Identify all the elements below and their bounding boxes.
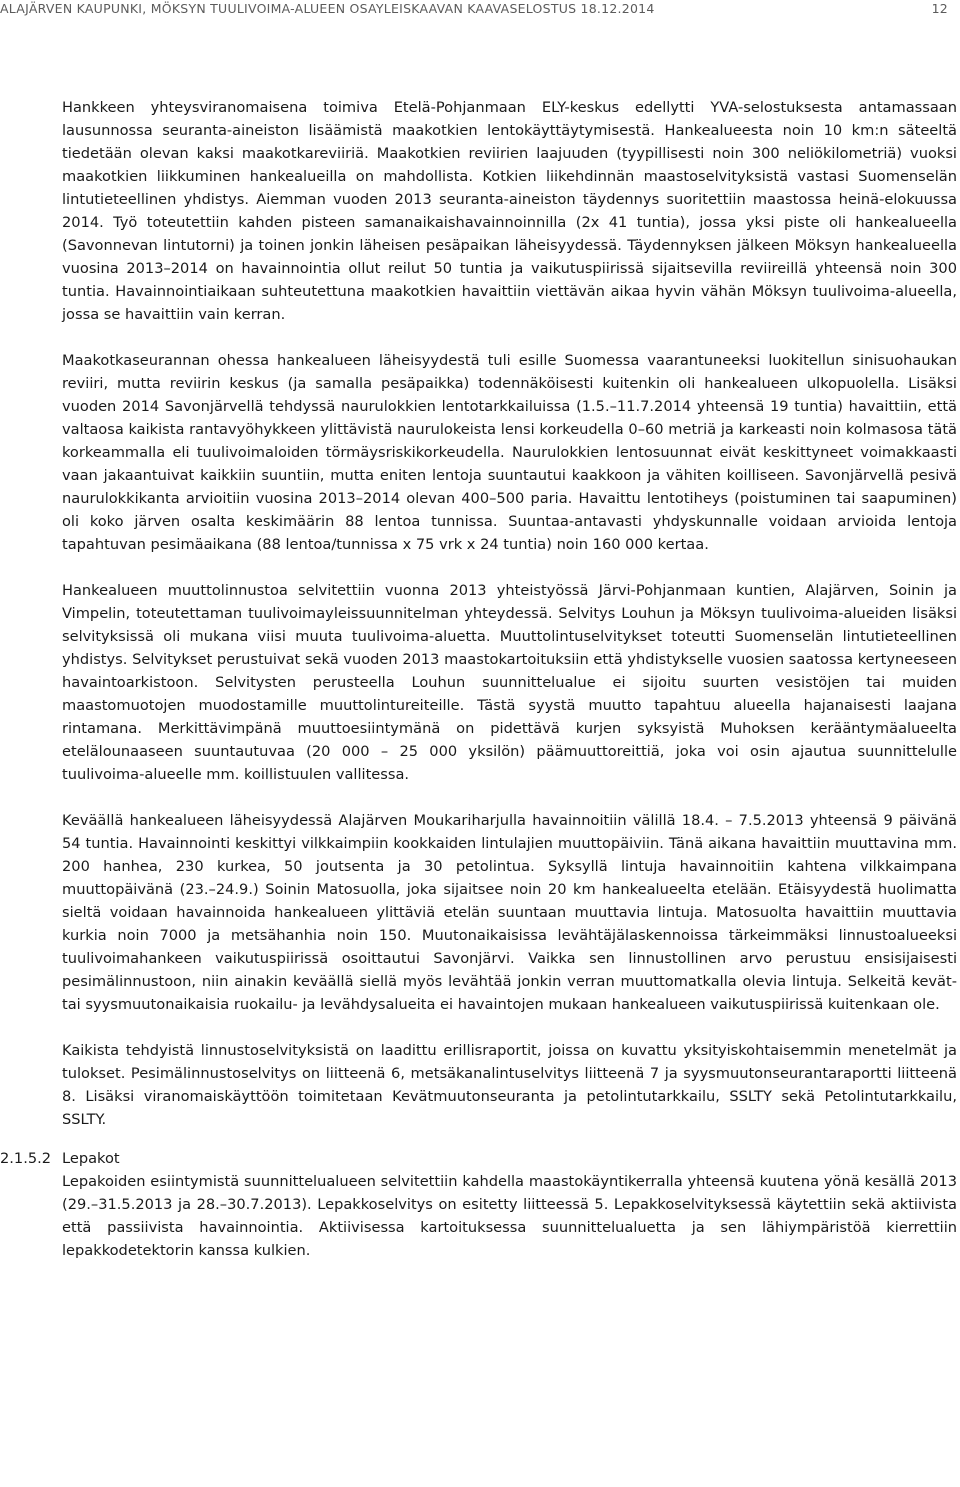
section-number: 2.1.5.2: [0, 1150, 52, 1167]
document-body: [0, 96, 957, 1262]
paragraph-kevat-syysmuutto: Keväällä hankealueen läheisyydessä Alajärven Moukariharjulla havainnoitiin välillä 18.4. – 7.5.2013 yhteensä 9 päivänä 54 tuntia. Havainnointi keskittyi vilkkaimpiin kookkaiden lintulajien muuttopäiviin. Tänä aikana havaittiin muuttavina mm. 200 hanhea, 230 kurkea, 50 joutsenta ja 30 petolintua. Syksyllä lintuja havainnoitiin kahtena vilkkaimpana muuttopäivänä (23.–24.9.) Soinin Matosuolla, joka sijaitsee noin 20 km hankealueelta etelään. Etäisyydestä huolimatta sieltä voidaan havainnoida hankealueen ylittäviä etelän suuntaan muuttavia lintuja. Matosuolta havaittiin muuttavia kurkia noin 7000 ja metsähanhia noin 150. Muutonaikaisissa levähtäjälaskennoissa tärkeimmäksi linnustoalueeksi tuulivoimahankeen vaikutuspiirissä osoittautui Savonjärvi. Vaikka sen linnustollinen arvo perustuu ensisijaisesti pesimälinnustoon, niin ainakin keväällä siellä myös levähtää jonkin verran muuttomatkalla olevia lintuja. Selkeitä kevät- tai syysmuutonaikaisia ruokailu- ja levähdysalueita ei havaintojen mukaan hankealueen vaikutuspiirissä kuitenkaan ole.: [62, 812, 957, 1013]
section-title: Lepakot: [62, 1150, 120, 1167]
paragraph-maakotkat: Hankkeen yhteysviranomaisena toimiva Etelä-Pohjanmaan ELY-keskus edellytti YVA-selostuksesta antamassaan lausunnossa seuranta-aineiston lisäämistä maakotkien lentokäyttäytymisestä. Hankealueesta noin 10 km:n säteeltä tiedetään olevan kaksi maakotkareviiriä. Maakotkien reviirien laajuuden (tyypillisesti noin 300 neliökilometriä) vuoksi maakotkien liikkuminen hankealueilla on mahdollista. Kotkien liikehdinnän maastoselvityksistä vastasi Suomenselän lintutieteellinen yhdistys. Aiemman vuoden 2013 seuranta-aineiston täydennys suoritettiin maastossa heinä-elokuussa 2014. Työ toteutettiin kahden pisteen samanaikaishavainnoinnilla (2x 41 tuntia), jossa yksi piste oli hankealueella (Savonnevan lintutorni) ja toinen jonkin läheisen pesäpaikan läheisyydessä. Täydennyksen jälkeen Möksyn hankealueella vuosina 2013–2014 on havainnointia ollut reilut 50 tuntia ja vaikutuspiirissä sijaitsevilla reviireillä yhteensä noin 300 tuntia. Havainnointiaikaan suhteutettuna maakotkien havaittiin viettävän aikaa hyvin vähän Möksyn tuulivoima-alueella, jossa se havaittiin vain kerran.: [62, 99, 957, 323]
section-heading: [0, 1147, 957, 1170]
paragraph-muuttolinnusto: Hankealueen muuttolinnustoa selvitettiin vuonna 2013 yhteistyössä Järvi-Pohjanmaan kuntien, Alajärven, Soinin ja Vimpelin, toteutettaman tuulivoimayleissuunnitelman yhteydessä. Selvitys Louhun ja Möksyn tuulivoima-alueiden lisäksi selvityksissä oli mukana viisi muuta tuulivoima-aluetta. Muuttolintuselvitykset toteutti Suomenselän lintutieteellinen yhdistys. Selvitykset perustuivat sekä vuoden 2013 maastokartoituksiin että yhdistykselle vuosien saatossa kertyneeseen havaintoarkistoon. Selvitysten perusteella Louhun suunnittelualue ei sijoitu suurten vesistöjen tai muiden maastomuotojen muodostamille muuttolintureiteille. Tästä syystä muutto tapahtuu alueella hajanaisesti laajana rintamana. Merkittävimpänä muuttoesiintymänä on pidettävä kurjen syksyistä Muhoksen kerääntymäalueelta etelälounaaseen suuntautuvaa (20 000 – 25 000 yksilön) päämuuttoreittiä, joka voi osin ajautua suunnittelulle tuulivoima-alueelle mm. koillistuulen vallitessa.: [62, 582, 957, 783]
paragraph-sinisuohaukka-naurulokit: Maakotkaseurannan ohessa hankealueen läheisyydestä tuli esille Suomessa vaarantuneeksi luokitellun sinisuohaukan reviiri, mutta reviirin keskus (ja samalla pesäpaikka) todennäköisesti kuitenkin oli hankealueen ulkopuolella. Lisäksi vuoden 2014 Savonjärvellä tehdyssä naurulokkien lentotarkkailuissa (1.5.–11.7.2014 yhteensä 19 tuntia) havaittiin, että valtaosa kaikista rantavyöhykkeen ylittävistä naurulokeista lensi korkeudella 0–60 metriä ja karkeasti noin kolmasosa tätä korkeammalla eli tuulivoimaloiden törmäysriskikorkeudella. Naurulokkien lentosuunnat eivät keskittyneet voimakkaasti vaan jakaantuivat kaikkiin suuntiin, mutta eniten lentoja suuntautui kaakkoon ja vähiten koilliseen. Savonjärvellä pesivä naurulokkikanta arvioitiin vuosina 2013–2014 olevan 400–500 paria. Havaittu lentotiheys (poistuminen tai saapuminen) oli koko järven osalta keskimäärin 88 lentoa tunnissa. Suuntaa-antavasti yhdyskunnalle voidaan arvioida lentoja tapahtuvan pesimäaikana (88 lentoa/tunnissa x 75 vrk x 24 tuntia) noin 160 000 kertaa.: [62, 352, 957, 553]
page-header: [0, 0, 960, 24]
page-number: 12: [931, 1, 948, 16]
paragraph-lepakot: Lepakoiden esiintymistä suunnittelualueen selvitettiin kahdella maastokäyntikerralla yhteensä kuutena yönä kesällä 2013 (29.–31.5.2013 ja 28.–30.7.2013). Lepakkoselvitys on esitetty liitteessä 5. Lepakkoselvityksessä käytettiin sekä aktiivista että passiivista havainnointia. Aktiivisessa kartoituksessa suunnittelualuetta ja sen lähiympäristöä kierrettiin lepakkodetektorin kanssa kulkien.: [62, 1173, 957, 1259]
document-title: ALAJÄRVEN KAUPUNKI, MÖKSYN TUULIVOIMA-ALUEEN OSAYLEISKAAVAN KAAVASELOSTUS 18.12.2014: [0, 1, 655, 16]
paragraph-raportit: Kaikista tehdyistä linnustoselvityksistä on laadittu erillisraportit, joissa on kuvattu yksityiskohtaisemmin menetelmät ja tulokset. Pesimälinnustoselvitys on liitteenä 6, metsäkanalintuselvitys liitteenä 7 ja syysmuutonseurantaraportti liitteenä 8. Lisäksi viranomaiskäyttöön toimitetaan Kevätmuutonseuranta ja petolintutarkkailu, SSLTY sekä Petolintutarkkailu, SSLTY.: [62, 1042, 957, 1128]
